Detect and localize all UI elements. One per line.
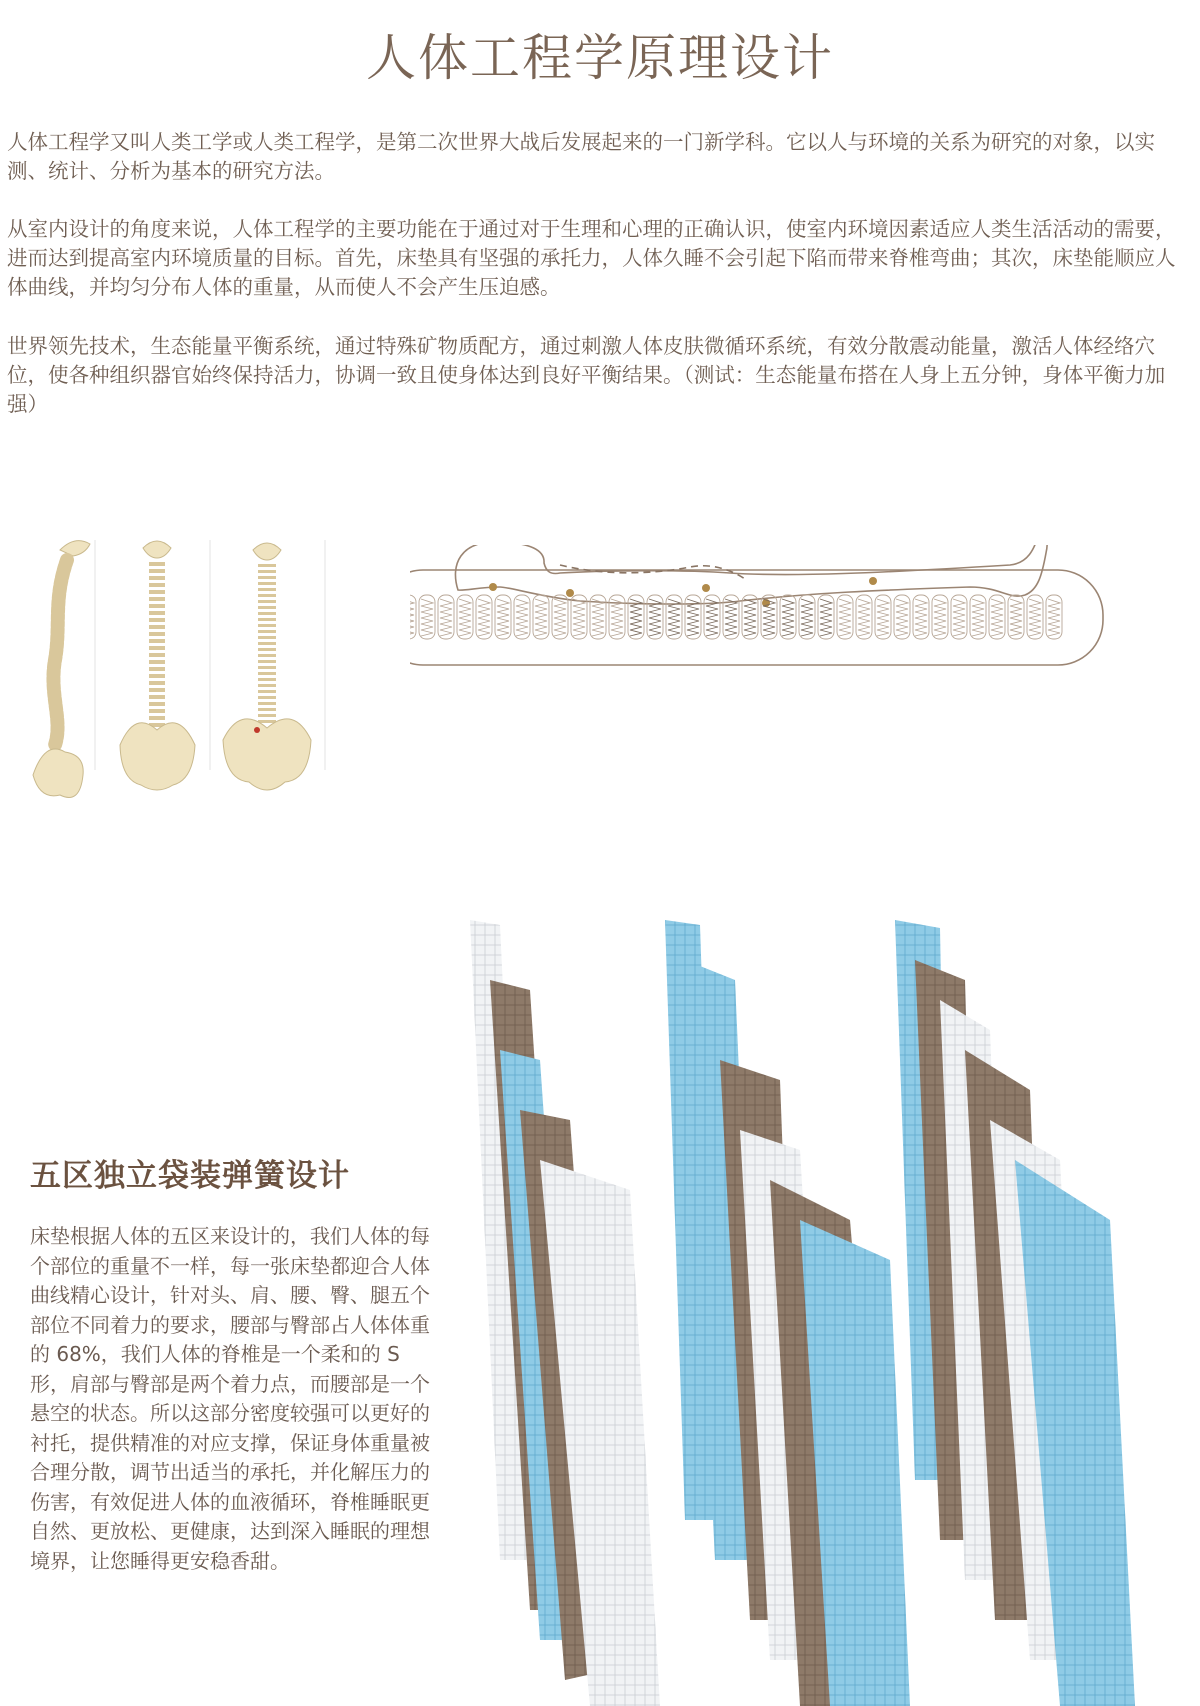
spring-coil (913, 595, 929, 639)
intro-paragraph-2: 从室内设计的角度来说，人体工程学的主要功能在于通过对于生理和心理的正确认识，使室内环境因素适应人类生活活动的需要，进而达到提高室内环境质量的目标。首先，床垫具有坚强的承托力，人体久睡不会引起下陷而带来脊椎弯曲；其次，床垫能顺应人体曲线，并均匀分布人体的重量，从而使人不会产生压迫感。 (7, 217, 1176, 299)
pressure-point-head (489, 583, 497, 591)
spring-coil (495, 595, 511, 639)
section-body: 床垫根据人体的五区来设计的，我们人体的每个部位的重量不一样，每一张床垫都迎合人体曲线精心设计，针对头、肩、腰、臀、腿五个部位不同着力的要求，腰部与臀部占人体体重的 68%，我们人体的脊椎是一个柔和的 S 形，肩部与臀部是两个着力点，而腰部是一个悬空的状态。所以这部分密度较强可以更好的衬托，提供精准的对应支撑，保证身体重量被合理分散，调节出适当的承托，并化解压力的伤害，有效促进人体的血液循环，脊椎睡眠更自然、更放松、更健康，达到深入睡眠的理想境界，让您睡得更安稳香甜。 (30, 1224, 430, 1573)
spring-coil (1008, 595, 1024, 639)
spring-coil-wire (421, 599, 433, 636)
spring-coil-wire (1010, 599, 1022, 636)
spring-coil (951, 595, 967, 639)
spring-coil-wire (972, 599, 984, 636)
pocket-spring-blocks-illustration (470, 920, 1200, 1706)
spring-coil-wire (725, 599, 737, 636)
spring-coil-wire (440, 599, 452, 636)
spring-coil (476, 595, 492, 639)
spring-coil (419, 595, 435, 639)
spring-coil (685, 595, 701, 639)
spring-coil-wire (915, 599, 927, 636)
spring-coil (799, 595, 815, 639)
spring-coil (989, 595, 1005, 639)
spring-coil (780, 595, 796, 639)
spine-side-view (33, 540, 95, 798)
section-title: 五区独立袋装弹簧设计 (30, 1158, 350, 1194)
spring-coil-wire (554, 599, 566, 636)
spring-coil-wire (611, 599, 623, 636)
spring-coil-wire (858, 599, 870, 636)
spring-coil (704, 595, 720, 639)
spring-coil (1027, 595, 1043, 639)
spine-front-view (120, 540, 210, 790)
pressure-point-leg (869, 577, 877, 585)
spring-coil-wire (459, 599, 471, 636)
spring-coil (609, 595, 625, 639)
spring-coil (856, 595, 872, 639)
spring-block-2 (665, 920, 910, 1706)
spring-coil (552, 595, 568, 639)
spring-coil (628, 595, 644, 639)
spring-coil (894, 595, 910, 639)
spring-coil-wire (573, 599, 585, 636)
spring-coil (837, 595, 853, 639)
spring-coil (438, 595, 454, 639)
spring-coil-wire (782, 599, 794, 636)
spring-coil (742, 595, 758, 639)
spring-coil-wire (839, 599, 851, 636)
spring-coil-wire (991, 599, 1003, 636)
spring-block-1 (470, 920, 660, 1706)
spring-coil-wire (516, 599, 528, 636)
spring-coil (1046, 595, 1062, 639)
spring-coil-wire (535, 599, 547, 636)
spine-model-illustration (25, 530, 370, 815)
spring-coil-wire (801, 599, 813, 636)
spring-coil (932, 595, 948, 639)
body-on-mattress-diagram (410, 545, 1200, 735)
spring-coil (818, 595, 834, 639)
intro-paragraph-1: 人体工程学又叫人类工学或人类工程学，是第二次世界大战后发展起来的一门新学科。它以人与环境的关系为研究的对象，以实测、统计、分析为基本的研究方法。 (7, 130, 1155, 183)
spring-coil (647, 595, 663, 639)
spring-coil (970, 595, 986, 639)
spring-block-3 (895, 920, 1135, 1706)
spring-coil-wire (820, 599, 832, 636)
spring-coil-wire (497, 599, 509, 636)
spring-coil-wire (744, 599, 756, 636)
spring-coil-wire (706, 599, 718, 636)
spring-coil-wire (934, 599, 946, 636)
pressure-point-shoulder (566, 589, 574, 597)
spring-coil (666, 595, 682, 639)
spring-coil-wire (478, 599, 490, 636)
spring-coil-wire (877, 599, 889, 636)
spring-coil-wire (410, 599, 414, 636)
spring-coil-wire (592, 599, 604, 636)
spring-coil-wire (630, 599, 642, 636)
spring-coil (875, 595, 891, 639)
spring-coil (533, 595, 549, 639)
spring-coil-wire (953, 599, 965, 636)
page-title: 人体工程学原理设计 (366, 29, 834, 87)
spring-coil-wire (896, 599, 908, 636)
spine-back-view (223, 540, 325, 790)
pressure-point-back (702, 584, 710, 592)
spring-coil-wire (1048, 599, 1060, 636)
spring-coil-wire (1029, 599, 1041, 636)
spring-coil (514, 595, 530, 639)
spring-coil (457, 595, 473, 639)
intro-paragraph-3: 世界领先技术，生态能量平衡系统，通过特殊矿物质配方，通过刺激人体皮肤微循环系统，有效分散震动能量，激活人体经络穴位，使各种组织器官始终保持活力，协调一致且使身体达到良好平衡结果。（测试：生态能量布搭在人身上五分钟，身体平衡力加强） (7, 334, 1166, 416)
